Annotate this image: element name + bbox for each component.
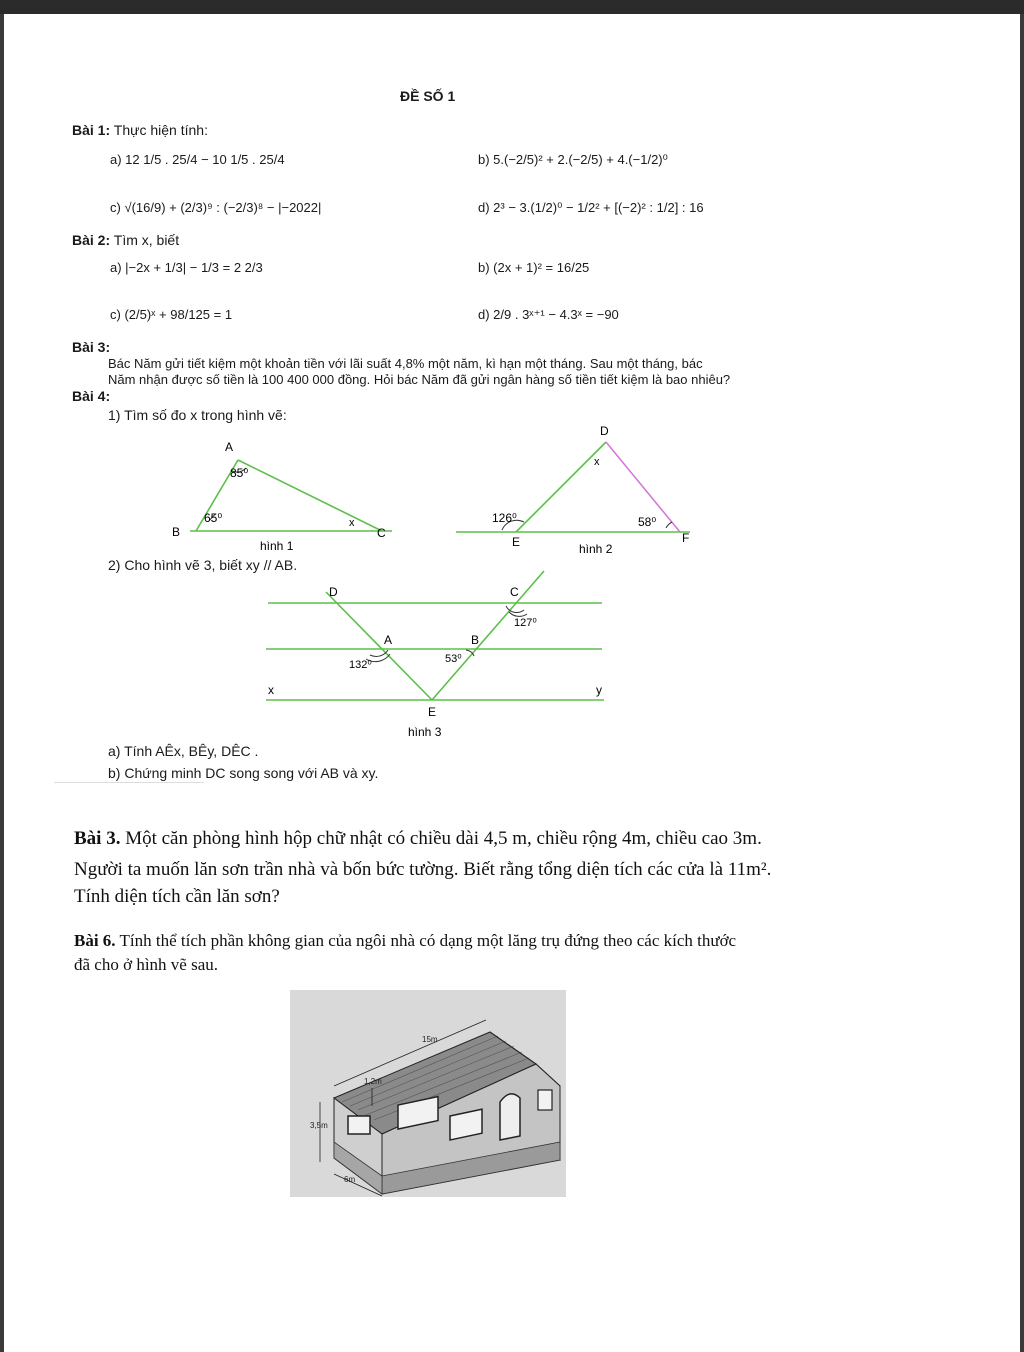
fig3-label-E: E [428, 705, 437, 719]
fig1-angle-A: 85⁰ [230, 466, 249, 480]
fig1-angle-B: 65⁰ [204, 511, 223, 525]
document-page [4, 14, 1020, 1352]
bai2-d: d) 2/9 . 3ˣ⁺¹ − 4.3ˣ = −90 [478, 307, 619, 322]
fig3-label-B: B [471, 633, 480, 647]
house-figure [290, 990, 566, 1197]
bai4-part1: 1) Tìm số đo x trong hình vẽ: [108, 407, 287, 423]
bai1-a: a) 12 1/5 . 25/4 − 10 1/5 . 25/4 [110, 152, 285, 167]
fig3-angle-A: 132⁰ [349, 659, 372, 671]
divider [54, 782, 204, 783]
fig3-caption: hình 3 [408, 725, 442, 739]
house-length-label: 15m [422, 1035, 438, 1044]
fig2-caption: hình 2 [579, 542, 613, 556]
fig1-label-C: C [377, 526, 386, 540]
fig3-angle-C: 127⁰ [514, 617, 537, 629]
fig2-label-D: D [600, 424, 609, 438]
bai6-line2: đã cho ở hình vẽ sau. [74, 955, 219, 974]
bai1-heading: Bài 1: Thực hiện tính: [72, 122, 208, 138]
fig3-angle-B: 53⁰ [445, 653, 462, 665]
bai4-heading: Bài 4: [72, 388, 111, 404]
fig3-label-C: C [510, 585, 519, 599]
bai3-line1: Bác Năm gửi tiết kiệm một khoản tiền với lãi suất 4,8% một năm, kì hạn một tháng. Sau một tháng, bác [108, 356, 703, 371]
bai1-d: d) 2³ − 3.(1/2)⁰ − 1/2² + [(−2)² : 1/2] : 16 [478, 200, 704, 215]
fig1-label-B: B [172, 525, 181, 539]
bai3b-line3: Tính diện tích cần lăn sơn? [74, 886, 280, 907]
bai2-a: a) |−2x + 1/3| − 1/3 = 2 2/3 [110, 260, 263, 275]
fig3-label-y: y [596, 683, 602, 697]
page-title: ĐỀ SỐ 1 [400, 88, 456, 104]
fig1-label-A: A [225, 440, 234, 454]
bai2-heading: Bài 2: Tìm x, biết [72, 232, 180, 248]
house-height-label: 3,5m [310, 1121, 328, 1130]
bai3-line2: Năm nhận được số tiền là 100 400 000 đồng. Hỏi bác Năm đã gửi ngân hàng số tiền tiết kiệm là bao nhiêu? [108, 372, 731, 387]
fig1-caption: hình 1 [260, 539, 294, 553]
fig3-label-A: A [384, 633, 393, 647]
bai3b-line1: Bài 3. Một căn phòng hình hộp chữ nhật có chiều dài 4,5 m, chiều rộng 4m, chiều cao 3m. [74, 828, 762, 849]
fig3-label-x: x [268, 683, 274, 697]
bai3-heading: Bài 3: [72, 339, 111, 355]
bai4-part2: 2) Cho hình vẽ 3, biết xy // AB. [108, 557, 298, 573]
bai1-b: b) 5.(−2/5)² + 2.(−2/5) + 4.(−1/2)⁰ [478, 152, 668, 167]
house-width-label: 6m [344, 1175, 356, 1184]
figure-3 [4, 14, 1020, 754]
fig2-label-E: E [512, 535, 521, 549]
fig2-angle-F: 58⁰ [638, 515, 657, 529]
bai2-b: b) (2x + 1)² = 16/25 [478, 260, 590, 275]
bai3b-line2: Người ta muốn lăn sơn trần nhà và bốn bức tường. Biết rằng tổng diện tích các cửa là 11m². [74, 859, 772, 880]
fig2-angle-E: 126⁰ [492, 511, 517, 525]
bai1-c: c) √(16/9) + (2/3)⁹ : (−2/3)⁸ − |−2022| [110, 200, 322, 215]
bai6-line1: Bài 6. Tính thể tích phần không gian của ngôi nhà có dạng một lăng trụ đứng theo các kích thước [74, 931, 737, 950]
bai4-qb: b) Chứng minh DC song song với AB và xy. [108, 765, 379, 781]
fig3-label-D: D [329, 585, 338, 599]
fig2-x: x [594, 456, 600, 468]
bai4-qa: a) Tính AÊx, BÊy, DÊC . [108, 743, 259, 759]
fig2-label-F: F [682, 531, 690, 545]
house-roof-label: 1,2m [364, 1077, 382, 1086]
bai2-c: c) (2/5)ˣ + 98/125 = 1 [110, 307, 233, 322]
viewer-top-bar [0, 0, 1024, 14]
fig1-x: x [349, 517, 355, 529]
